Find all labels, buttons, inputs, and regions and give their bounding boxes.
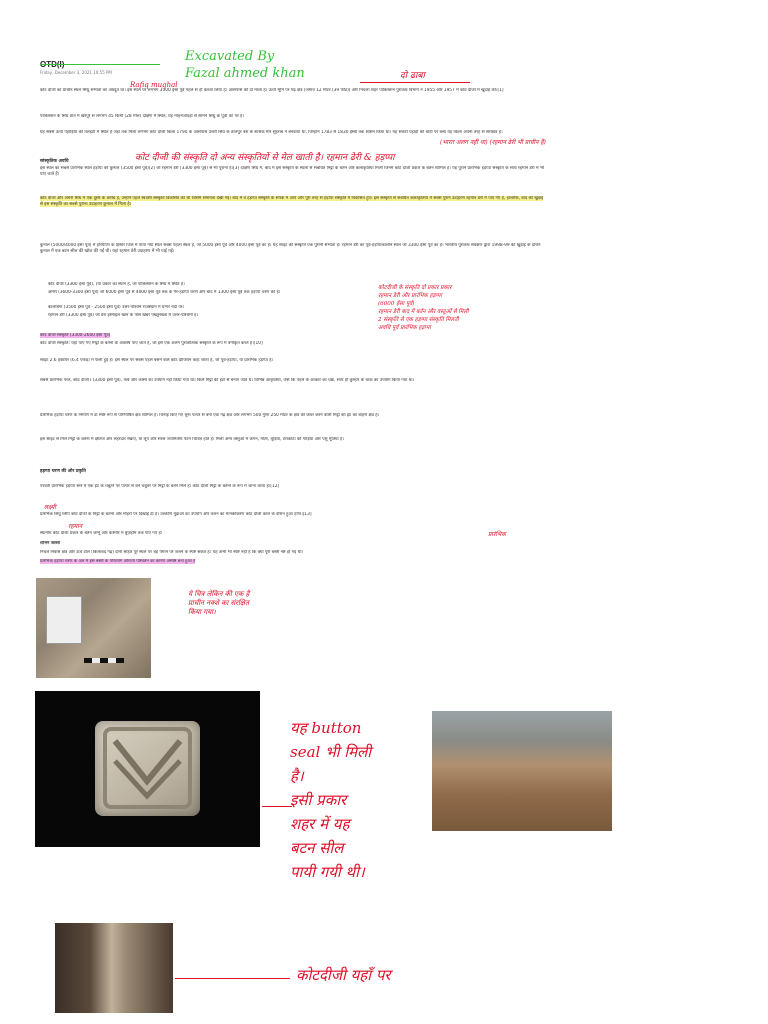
excavation-wall-photo [432,711,612,831]
paragraph-location: पाकिस्तान के सिंध प्रांत में खैरपुर से लगभग 45 किमी (28 मील) दक्षिण में स्थित, यह मोहनजोदड़ो से सामने सिंधु के पूर्वी तट पर है। [40,114,245,119]
seal-note-line: seal भी मिली [290,743,372,761]
list-item-rehman-dheri: रहमान डेरी (3300 ईसा पूर्व) जो डेरा इस्माइल खान के पास खैबर पख्तूनख्वा में उत्तर-पश्चिमी है। [48,313,199,318]
photo-note: ये चित्र लेकिन की एक है प्राचीन नक्शे का संरक्षित किया गया। [188,590,250,616]
annotation-rafiq: Rafiq mughal [130,81,178,89]
annotation-do-dhaba: दो ढाबा [400,71,425,81]
button-seal-photo [35,691,260,847]
page-title: OTD(I) [40,60,65,69]
seal-note-line: इसी प्रकार [290,791,347,809]
section-heading-nature: हड़प्पा चरण की ओर प्रकृति [40,469,86,474]
side-note-line: अवधि पूर्व प्रारंभिक हड़प्पा [378,325,431,331]
highlighted-text: कोट दीजी और अमरी सिंध में एक दूसरे के करीब हैं, उन्होंने पहले स्वदेशी संस्कृति विकसित की थी जिसमें समानता देखी गई। बाद में वे हड़प्पा संस्कृति के संपर्क में आए और पूरी तरह से हड़प्पा संस्कृति में विकसित हुए। इस संस्कृति से संबंधित कलाकृतियों में सबसे पुराने उदाहरण रहमान डेरी में पाए गए हैं, हालांकि, बाद की खुदाई से इस संस्कृति का सबसे पुराना उदाहरण कुनाल में मिला है। [40,196,544,208]
side-note-line: 2 संस्कृति से एक हड़प्पा संस्कृति मिलती [378,317,459,323]
section-heading-kotdiji-culture [40,333,240,340]
paragraph-earliest: इस स्थल का सबसे प्रारंभिक स्थल हड़प्पा की कुनाल (3500 ईसा पूर्व)[2] जो रहमान डेरी (3300 ईसा पूर्व) से भी पुराना है।[3] दक्षिण सिंध में, बाद में इस संस्कृति के स्थलों से संबंधित मिट्टी के बर्तन और कलाकृतियां मिलीं जिनमें कोट दीजी प्रकार के बर्तन शामिल हैं। यह पुराने प्रारंभिक हड़प्पा संस्कृति के साथ रहमान डेरी में भी पाए जाते हैं। [40,166,545,178]
annotation-excavator: Fazal ahmed khan [185,66,305,81]
seal-pattern-icon [95,721,200,816]
bottom-note: कोटदीजी यहाँ पर [296,966,391,984]
paragraph-intro: कोट दीजी का प्राचीन स्थल सिंधु सभ्यता का अग्रदूत था। इस स्थल पर लगभग 3300 ईसा पूर्व पहले से ही कब्जा लिया है। आसपास की दो माला है। ऊँची भूमि पर गढ़ क्षेत्र (जमाव 12 मीटर (39 फीट)) और निचला शहर पाकिस्तान पुरातत्व विभाग ने 1955 और 1957 में कोट दीजी में खुदाई की।[1] [40,88,504,93]
paragraph-script: प्रारंभिक सिंधु लिपि कोट दीजी के मिट्टी के बर्तनों और मोहरों पर दिखाई दी है। उल्कीर्ण मुद्राओं का उपयोग और वजन का मानकीकरण कोट दीजी काल के दौरान हुआ होगा।[13] [40,512,312,517]
paragraph-earliest-layer: सबसे प्रारंभिक परत, कोट दीजी I (3300 ईसा पूर्व), तांबे और कांस्य का उपयोग नहीं किया गया था। किले मिट्टी की ईंटों से बनाए जाते थे। विभिन्न आकृतियों, जैसे कि पहले के आकार का चक्र, साथ ही कुम्हार के चाक का उपयोग किया गया था। [40,378,415,383]
annotation-lakshmi: लक्ष्मी [44,504,56,511]
side-note-line: कोटदीजी के संस्कृति दो प्रकार प्रकार [378,285,452,291]
seal-note-line: यह button [290,719,362,737]
excavation-photo [36,578,151,678]
paragraph-burning: निचले निवास क्षेत्र और ऊंचे टीले (किलाबंद गढ़) दोनों सहित पूरे स्थल पर बड़े पैमाने पर जलने के स्पष्ट संकेत हैं। यह अभी भी स्पष्ट नहीं है कि क्या पूरी बस्ती नष्ट हो गई थी। [40,550,304,555]
green-arrow-line [40,64,160,65]
site-label-card [46,596,82,644]
annotation-prarambhik: प्रारंभिक [488,531,506,538]
artifact-photo [55,923,173,1013]
paragraph-kunal: कुनाल (5000/4000 ईसा पूर्व) में हरियाणा के हिसार जिले में पाया गया स्थल सबसे पहला स्थल है, जो 5000 ईसा पूर्व और 4000 ईसा पूर्व का है। यह साइट की संस्कृति एक पुरानी सभ्यता है। रहमान डेरी का पूर्व-हड़प्पाकालीन स्थल जो 3300 ईसा पूर्व का है। भारतीय पुरातत्व सर्वेक्षण द्वारा 1998-99 की खुदाई के दौरान कुनाल में एक बटन सील की खोज की गई थी। यहां रहमान डेरी उदाहरण में भी पाई गई। [40,243,541,255]
list-item-amri: अमरी (3600-3300 ईसा पूर्व) जो 6000 ईसा पूर्व से 4000 ईसा पूर्व तक के गैर-हड़प्पा चरण और बाद में 1300 ईसा पूर्व तक हड़प्पा चरण की है। [48,290,281,295]
annotation-culture-note: (भारत अलग नहीं था) (रहमान ढेरी भी प्राचीन है) [440,139,546,146]
paragraph-pottery: कोट दीजी संस्कृति: यहां पाए गए मिट्टी के बर्तनों के अवशेष पाए जाते हैं, जो इसे एक अलग पुरातात्विक संस्कृति के रूप में वर्गीकृत करते हैं।[10] [40,341,263,346]
red-arrow-line [360,82,470,83]
list-item-kotdiji: कोट दीजी (3300 ईसा पूर्व), (या प्रकार का स्थान है, जो पाकिस्तान के सिंध में स्थित है। [48,282,185,287]
side-note-line: रहमान डेरी बाद में बर्तन और वस्तुओं से मिली [378,309,469,315]
seal-note-line: पायी गयी थी। [290,863,365,881]
side-note-line: (6000 ईसा पूर्व) [378,301,415,307]
seal-note-line: शहर में यह [290,815,350,833]
paragraph-fort: यह सबसे ऊँची पहाड़ियों की तलहटी में स्थित है जहां तक मिला लगभग कोट दीजी किला 1790 के आसपास उत्तरी सिंध के तालपुर वंश के शासक मीर सुहराब ने बनवाया था, जिन्होंने 1783 से 1830 ईस्वी तक शासन किया था। यह संकरी पहाड़ी की चोटी पर बसा यह किला अपनी तरह से संरक्षित है। [40,130,503,135]
paragraph-artifacts: इस साइट से मिले मिट्टी के बर्तनों में क्षैतिज और लहरदार रेखाएं, या लूप और सरल ज्यामितीय पैटर्न चित्रित होते हैं। मिली अन्य वस्तुओं में कंगन, मोती, चूड़ियां, टेराकोटा की गाड़ियां और पशु मूर्तियाँ हैं। [40,437,344,442]
paragraph-abandonment [40,559,545,566]
paragraph-kotdiji-amri [40,196,545,234]
side-note-line: रहमान डेरी और प्रारंभिक हड़प्पा [378,293,442,299]
annotation-culture: कोट दीजी की संस्कृति दो अन्य संस्कृतियों से मेल खाती है। रहमान ढेरी & हड़प्पा [135,153,395,163]
annotation-excavated: Excavated By [185,49,275,64]
seal-note-line: बटन सील [290,839,344,857]
section-heading-burning: शोभन जल्ला [40,541,61,546]
seal-arrow-line [262,806,292,807]
paragraph-burzahom: स्थानीय कोट दीजी प्रकार के बर्तन जम्मू और कश्मीर में बुर्ज़होम तक पाए गए हैं। [40,531,163,536]
bottom-arrow-line [175,978,290,979]
section-heading-cultural-period: सांस्कृतिक अवधि [40,159,69,164]
seal-note-line: है। [290,767,304,785]
highlighted-end-text: प्रारंभिक हड़प्पा चरण के अंत में इस बस्ती के परित्याग और/या परिवर्तन का कारण अस्पष्ट बना हुआ है [40,559,196,564]
scale-bar [84,658,124,663]
paragraph-site-size: साइट 2.6 हेक्टेयर (6.4 एकड़) में फैली हुई है। इस स्थल पर सबसे पहले बसने वाले कोट दीजियन कहा जाता है, जो पूर्व-हड़प्पा, या प्रारंभिक हड़प्पा हैं। [40,358,274,363]
paragraph-harappan-phase: प्रारंभिक हड़प्पा चरण के निर्माण में दो स्पष्ट रूप से परिभाषित क्षेत्र शामिल हैं। चिनाई किए गए चूना पत्थर से बना एक गढ़ क्षेत्र और लगभग 500 गुणा 250 मीटर के क्षेत्र को कवर करने वाली मिट्टी की ईंट का बाहरी क्षेत्र है। [40,413,380,418]
seal-note-block [290,716,430,884]
paragraph-later-stage: परवर्ती प्रारंभिक हड़प्पा स्तर में एक ईंट के चबूतरे पर पत्थर से बने चबूतरे पर मिट्टी के बर्तन मिले हैं। कोट दीजी मिट्टी के बर्तनों के रूप में जाना जाता है।[12] [40,484,280,489]
annotation-rehman: रहमान [68,523,83,530]
highlighted-heading: कोट दीजी संस्कृति (3300-2600 ईसा पूर्व) [40,333,111,338]
list-item-kalibangan: कालीबंगा (3500 ईसा पूर्व - 2500 ईसा पूर्व) उत्तर-पश्चिम राजस्थान में घग्गर नदी पर। [48,305,185,310]
button-seal [95,721,200,816]
side-note-block [378,284,518,332]
page-date: Friday, December 3, 2021 10:55 PM [40,70,112,75]
